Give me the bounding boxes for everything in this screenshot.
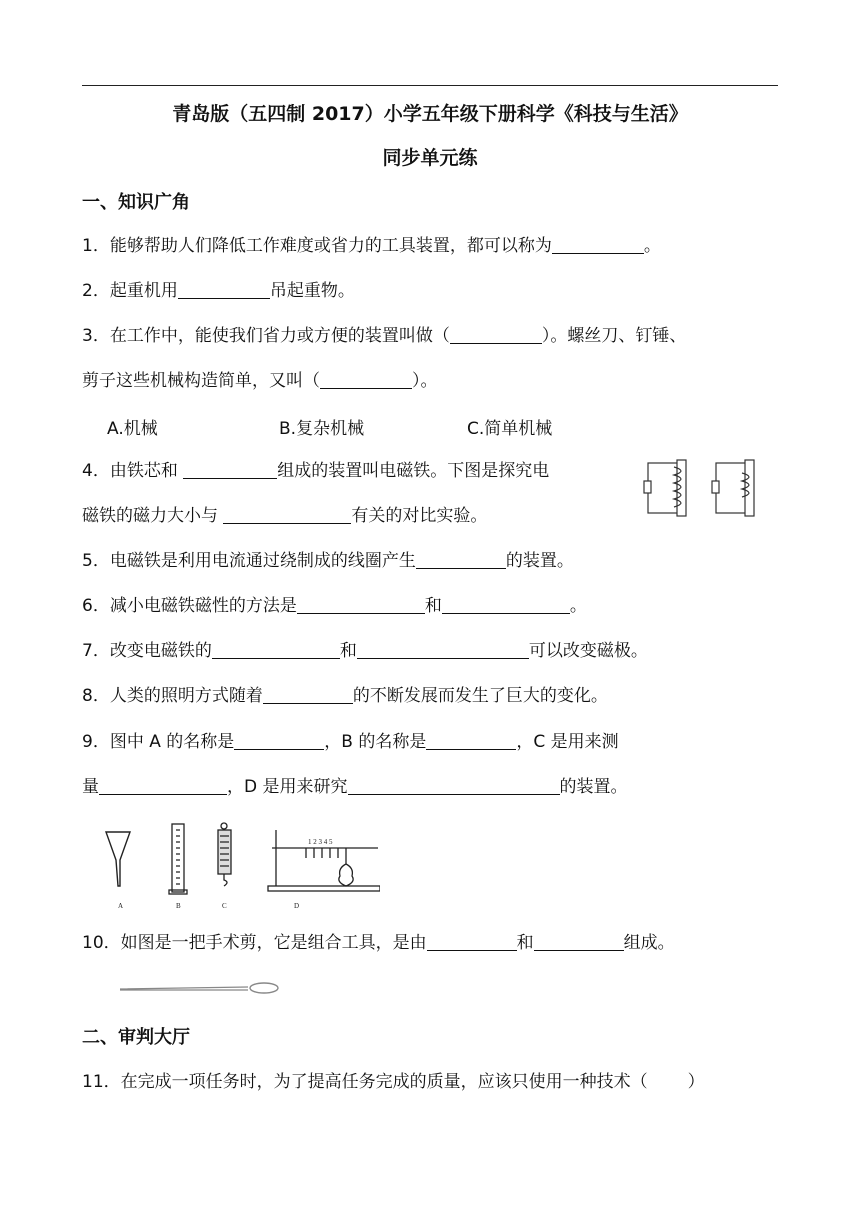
answer-blank[interactable] — [427, 932, 517, 951]
answer-blank[interactable] — [212, 640, 340, 659]
answer-blank[interactable] — [552, 235, 644, 254]
answer-blank[interactable] — [183, 460, 277, 479]
section-heading-1: 一、知识广角 — [82, 192, 190, 213]
answer-blank[interactable] — [263, 685, 353, 704]
question-8: 8．人类的照明方式随着 的不断发展而发生了巨大的变化。 — [82, 686, 608, 706]
header-rule — [82, 85, 778, 86]
answer-blank[interactable] — [99, 776, 227, 795]
funnel-drawing — [106, 832, 130, 886]
question-4-line-2: 磁铁的磁力大小与 有关的对比实验。 — [82, 506, 488, 526]
answer-blank[interactable] — [416, 550, 506, 569]
figure-label-a: A — [118, 902, 124, 910]
section-heading-2: 二、审判大厅 — [82, 1027, 190, 1048]
document-subtitle: 同步单元练 — [382, 147, 478, 169]
option-b[interactable]: B.复杂机械 — [279, 419, 365, 439]
surgical-scissors-drawing — [118, 980, 283, 998]
lever-scale-numbers: 1 2 3 4 5 — [308, 838, 333, 846]
question-5: 5．电磁铁是利用电流通过绕制成的线圈产生 的装置。 — [82, 551, 574, 571]
option-a[interactable]: A.机械 — [107, 419, 158, 439]
answer-blank[interactable] — [234, 731, 324, 750]
answer-blank[interactable] — [178, 280, 270, 299]
answer-blank[interactable] — [534, 932, 624, 951]
question-6: 6．减小电磁铁磁性的方法是 和 。 — [82, 596, 587, 616]
figure-label-d: D — [294, 902, 300, 910]
document-title: 青岛版（五四制 2017）小学五年级下册科学《科技与生活》 — [172, 103, 688, 125]
answer-blank[interactable] — [223, 505, 351, 524]
question-1: 1．能够帮助人们降低工作难度或省力的工具装置，都可以称为 。 — [82, 236, 661, 256]
electromagnet-circuit-right — [712, 460, 754, 516]
answer-blank[interactable] — [450, 325, 542, 344]
question-3-line-1: 3．在工作中，能使我们省力或方便的装置叫做（ ）。螺丝刀、钉锤、 — [82, 326, 687, 346]
electromagnet-comparison-figure — [640, 455, 765, 521]
question-2: 2．起重机用 吊起重物。 — [82, 281, 355, 301]
question-3-line-2: 剪子这些机械构造简单，又叫（ ）。 — [82, 371, 438, 391]
question-11: 11．在完成一项任务时，为了提高任务完成的质量，应该只使用一种技术（ ） — [82, 1072, 705, 1092]
option-c[interactable]: C.简单机械 — [467, 419, 553, 439]
figure-label-c: C — [222, 902, 227, 910]
lab-apparatus-figure — [100, 820, 380, 912]
question-7: 7．改变电磁铁的 和 可以改变磁极。 — [82, 641, 648, 661]
question-4-line-1: 4．由铁芯和 组成的装置叫电磁铁。下图是探究电 — [82, 461, 550, 481]
graduated-cylinder-drawing — [169, 824, 187, 894]
answer-blank[interactable] — [426, 731, 516, 750]
question-9-line-2: 量 ，D 是用来研究 的装置。 — [82, 777, 628, 797]
answer-blank[interactable] — [320, 370, 412, 389]
figure-label-b: B — [176, 902, 181, 910]
answer-blank[interactable] — [357, 640, 529, 659]
electromagnet-circuit-left — [644, 460, 686, 516]
spring-scale-drawing — [218, 823, 231, 886]
answer-blank[interactable] — [442, 595, 570, 614]
answer-blank[interactable] — [297, 595, 425, 614]
question-10: 10．如图是一把手术剪，它是组合工具，是由 和 组成。 — [82, 933, 675, 953]
answer-blank[interactable] — [348, 776, 560, 795]
question-9-line-1: 9．图中 A 的名称是 ，B 的名称是 ，C 是用来测 — [82, 732, 619, 752]
